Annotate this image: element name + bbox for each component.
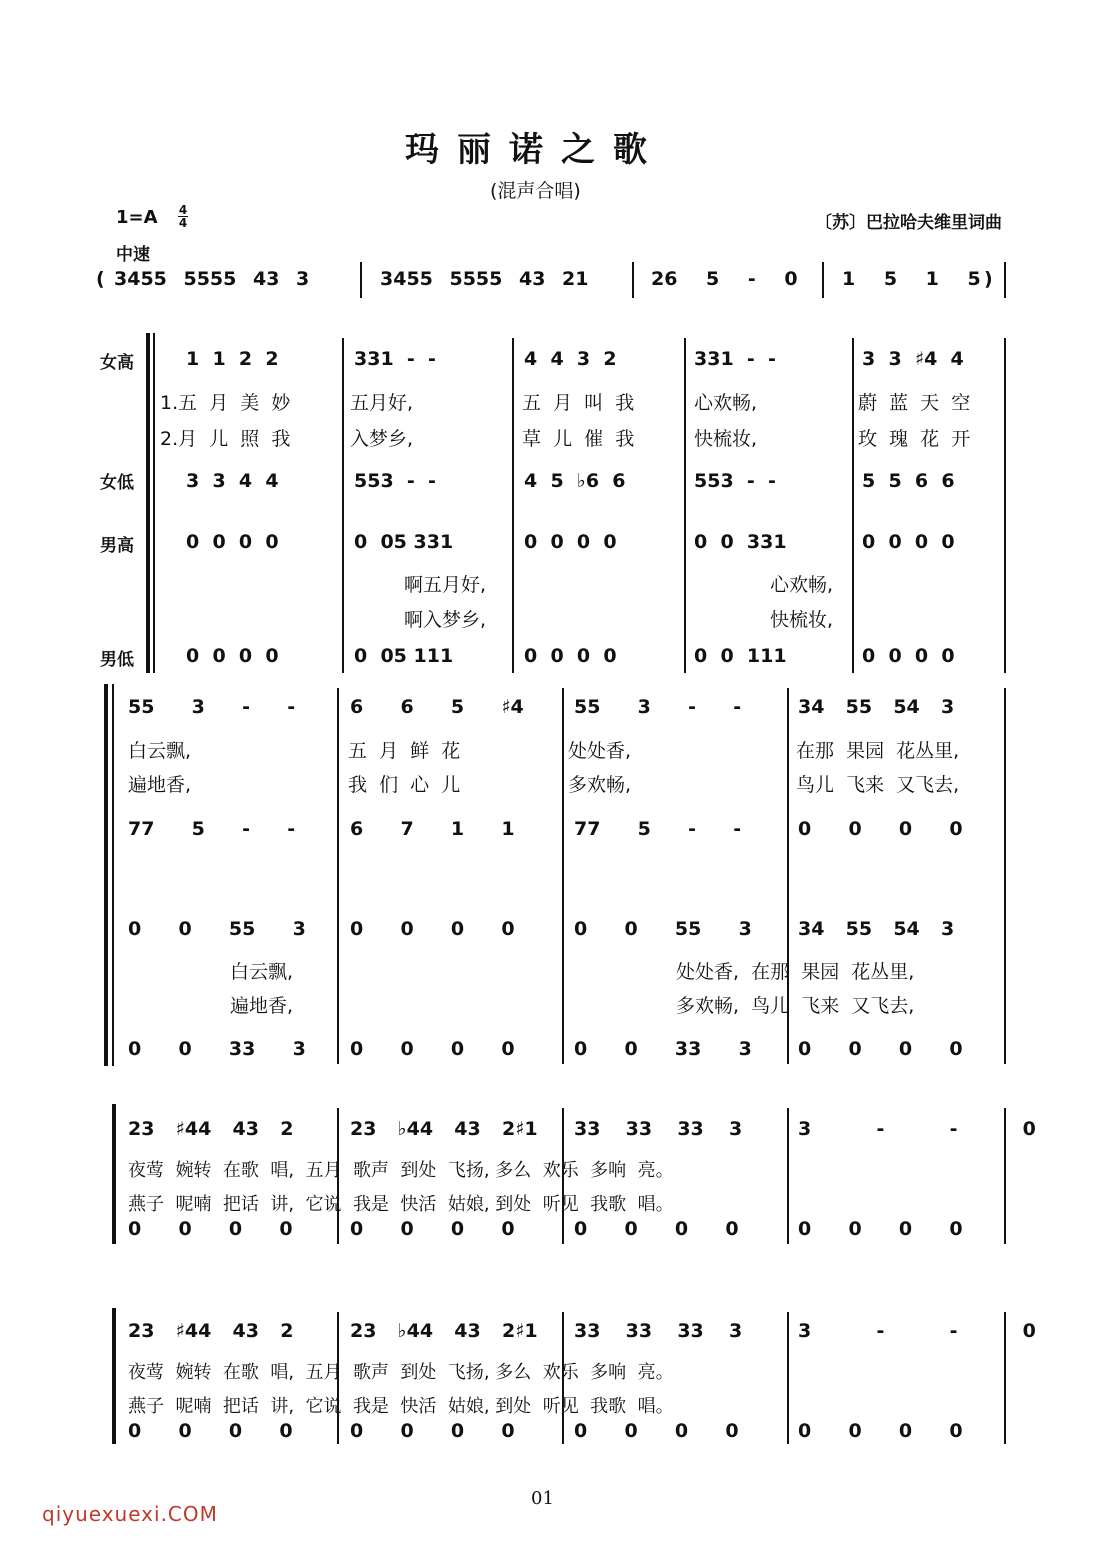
soprano-measure-9: 34 55 54 3 (798, 696, 955, 718)
lyric-verse2-3: 草 儿 催 我 (522, 428, 635, 450)
time-signature: 4 4 (178, 203, 188, 230)
lyric-verse1-4: 心欢畅, (694, 392, 758, 414)
bass-measure-6: 0 0 33 3 (128, 1038, 306, 1060)
intro-close-paren: ) (984, 268, 993, 290)
barline (512, 338, 514, 673)
tenor-lyric-verse1-3: 白云飘, (230, 961, 294, 983)
lower-measure-10: 0 0 0 0 (128, 1218, 293, 1240)
soprano-measure-3: 4 4 3 2 (524, 348, 617, 370)
tenor-measure-6: 0 0 55 3 (128, 918, 306, 940)
lyric-verse2-8: 多欢畅, (568, 774, 632, 796)
alto-measure-1: 3 3 4 4 (186, 470, 279, 492)
upper-measure-14: 23 ♯44 43 2 (128, 1320, 294, 1342)
barline (360, 262, 362, 298)
system-bracket (104, 684, 108, 1066)
lower-measure-16: 0 0 0 0 (574, 1420, 739, 1442)
bass-measure-4: 0 0 111 (694, 645, 787, 667)
upper-measure-10: 23 ♯44 43 2 (128, 1118, 294, 1140)
barline (1004, 338, 1006, 673)
lyric-verse1-2: 五月好, (350, 392, 414, 414)
system-bracket (112, 1308, 116, 1444)
upper-measure-12: 33 33 33 3 (574, 1118, 743, 1140)
intro-measure-4: 1 5 1 5 (842, 268, 981, 290)
lyric-verse2-5: 玫 瑰 花 开 (858, 428, 971, 450)
bass-measure-8: 0 0 33 3 (574, 1038, 752, 1060)
watermark: qiyuexuexi.COM (42, 1502, 218, 1526)
tenor-measure-1: 0 0 0 0 (186, 531, 279, 553)
key-signature: 1=A (116, 207, 158, 228)
lyric-verse2-4: 快梳妆, (694, 428, 758, 450)
system-brace (153, 333, 155, 673)
tenor-measure-7: 0 0 0 0 (350, 918, 515, 940)
lower-measure-11: 0 0 0 0 (350, 1218, 515, 1240)
lower-measure-17: 0 0 0 0 (798, 1420, 963, 1442)
tenor-measure-9: 34 55 54 3 (798, 918, 955, 940)
lower-measure-13: 0 0 0 0 (798, 1218, 963, 1240)
lyric-verse1-5: 蔚 蓝 天 空 (858, 392, 971, 414)
bass-measure-9: 0 0 0 0 (798, 1038, 963, 1060)
barline (787, 1312, 789, 1444)
intro-open-paren: ( (96, 268, 105, 290)
alto-measure-5: 5 5 6 6 (862, 470, 955, 492)
lyric-verse1-6: 白云飘, (128, 740, 192, 762)
lyric-verse2-11: 燕子 呢喃 把话 讲, 它说 我是 快活 姑娘, 到处 听见 我歌 唱。 (128, 1396, 674, 1417)
tenor-lyric-verse2-2: 快梳妆, (770, 609, 834, 631)
lyric-verse1-8: 处处香, (568, 740, 632, 762)
alto-measure-9: 0 0 0 0 (798, 818, 963, 840)
alto-measure-4: 553 - - (694, 470, 776, 492)
soprano-measure-8: 55 3 - - (574, 696, 742, 718)
lyric-verse2-1: 2.月 儿 照 我 (160, 428, 291, 450)
upper-measure-13: 3 - - 0 (798, 1118, 1036, 1140)
lower-measure-12: 0 0 0 0 (574, 1218, 739, 1240)
tenor-measure-3: 0 0 0 0 (524, 531, 617, 553)
bass-measure-1: 0 0 0 0 (186, 645, 279, 667)
tenor-lyric-verse1-4: 处处香, 在那 果园 花丛里, (676, 961, 915, 983)
bass-measure-5: 0 0 0 0 (862, 645, 955, 667)
tenor-lyric-verse1-2: 心欢畅, (770, 574, 834, 596)
barline (1004, 688, 1006, 1064)
lower-measure-15: 0 0 0 0 (350, 1420, 515, 1442)
lyric-verse2-7: 我 们 心 儿 (348, 774, 461, 796)
credit: 〔苏〕巴拉哈夫维里词曲 (815, 213, 1002, 233)
alto-measure-7: 6 7 1 1 (350, 818, 515, 840)
tenor-measure-4: 0 0 331 (694, 531, 787, 553)
barline (342, 338, 344, 673)
lyric-verse2-6: 遍地香, (128, 774, 192, 796)
intro-measure-1: 3455 5555 43 3 (114, 268, 310, 290)
lyric-verse1-11: 夜莺 婉转 在歌 唱, 五月 歌声 到处 飞扬, 多么 欢乐 多响 亮。 (128, 1362, 674, 1383)
tempo-marking: 中速 (116, 245, 150, 265)
upper-measure-16: 33 33 33 3 (574, 1320, 743, 1342)
soprano-measure-4: 331 - - (694, 348, 776, 370)
tenor-lyric-verse2-1: 啊入梦乡, (404, 609, 487, 631)
voice-label-soprano: 女高 (100, 353, 134, 373)
intro-measure-2: 3455 5555 43 21 (380, 268, 589, 290)
system-brace (112, 684, 114, 1066)
lyric-verse1-3: 五 月 叫 我 (522, 392, 635, 414)
system-bracket (112, 1104, 116, 1244)
soprano-measure-5: 3 3 ♯4 4 (862, 348, 964, 370)
voice-label-alto: 女低 (100, 473, 134, 493)
alto-measure-8: 77 5 - - (574, 818, 742, 840)
alto-measure-3: 4 5 ♭6 6 (524, 470, 626, 492)
barline (632, 262, 634, 298)
barline (787, 1108, 789, 1244)
barline (684, 338, 686, 673)
soprano-measure-7: 6 6 5 ♯4 (350, 696, 524, 718)
upper-measure-15: 23 ♭44 43 2♯1 (350, 1320, 538, 1342)
lyric-verse1-7: 五 月 鲜 花 (348, 740, 461, 762)
tenor-lyric-verse2-4: 多欢畅, 鸟儿 飞来 又飞去, (676, 995, 915, 1017)
soprano-measure-2: 331 - - (354, 348, 436, 370)
song-title: 玛丽诺之歌 (405, 130, 665, 170)
lyric-verse1-10: 夜莺 婉转 在歌 唱, 五月 歌声 到处 飞扬, 多么 欢乐 多响 亮。 (128, 1160, 674, 1181)
barline (562, 688, 564, 1064)
tenor-measure-8: 0 0 55 3 (574, 918, 752, 940)
tenor-lyric-verse1-1: 啊五月好, (404, 574, 487, 596)
barline (1004, 262, 1006, 298)
lower-measure-14: 0 0 0 0 (128, 1420, 293, 1442)
system-bracket (146, 333, 150, 673)
bass-measure-2: 0 05 111 (354, 645, 454, 667)
upper-measure-11: 23 ♭44 43 2♯1 (350, 1118, 538, 1140)
barline (337, 688, 339, 1064)
alto-measure-6: 77 5 - - (128, 818, 296, 840)
upper-measure-17: 3 - - 0 (798, 1320, 1036, 1342)
lyric-verse1-1: 1.五 月 美 妙 (160, 392, 291, 414)
bass-measure-3: 0 0 0 0 (524, 645, 617, 667)
lyric-verse2-10: 燕子 呢喃 把话 讲, 它说 我是 快活 姑娘, 到处 听见 我歌 唱。 (128, 1194, 674, 1215)
alto-measure-2: 553 - - (354, 470, 436, 492)
lyric-verse1-9: 在那 果园 花丛里, (796, 740, 960, 762)
page-number: 01 (531, 1488, 554, 1509)
lyric-verse2-2: 入梦乡, (350, 428, 414, 450)
soprano-measure-6: 55 3 - - (128, 696, 296, 718)
soprano-measure-1: 1 1 2 2 (186, 348, 279, 370)
tenor-measure-2: 0 05 331 (354, 531, 454, 553)
subtitle: (混声合唱) (490, 180, 581, 202)
voice-label-tenor: 男高 (100, 536, 134, 556)
voice-label-bass: 男低 (100, 650, 134, 670)
lyric-verse2-9: 鸟儿 飞来 又飞去, (796, 774, 960, 796)
tenor-lyric-verse2-3: 遍地香, (230, 995, 294, 1017)
barline (852, 338, 854, 673)
intro-measure-3: 26 5 - 0 (651, 268, 798, 290)
barline (822, 262, 824, 298)
bass-measure-7: 0 0 0 0 (350, 1038, 515, 1060)
tenor-measure-5: 0 0 0 0 (862, 531, 955, 553)
